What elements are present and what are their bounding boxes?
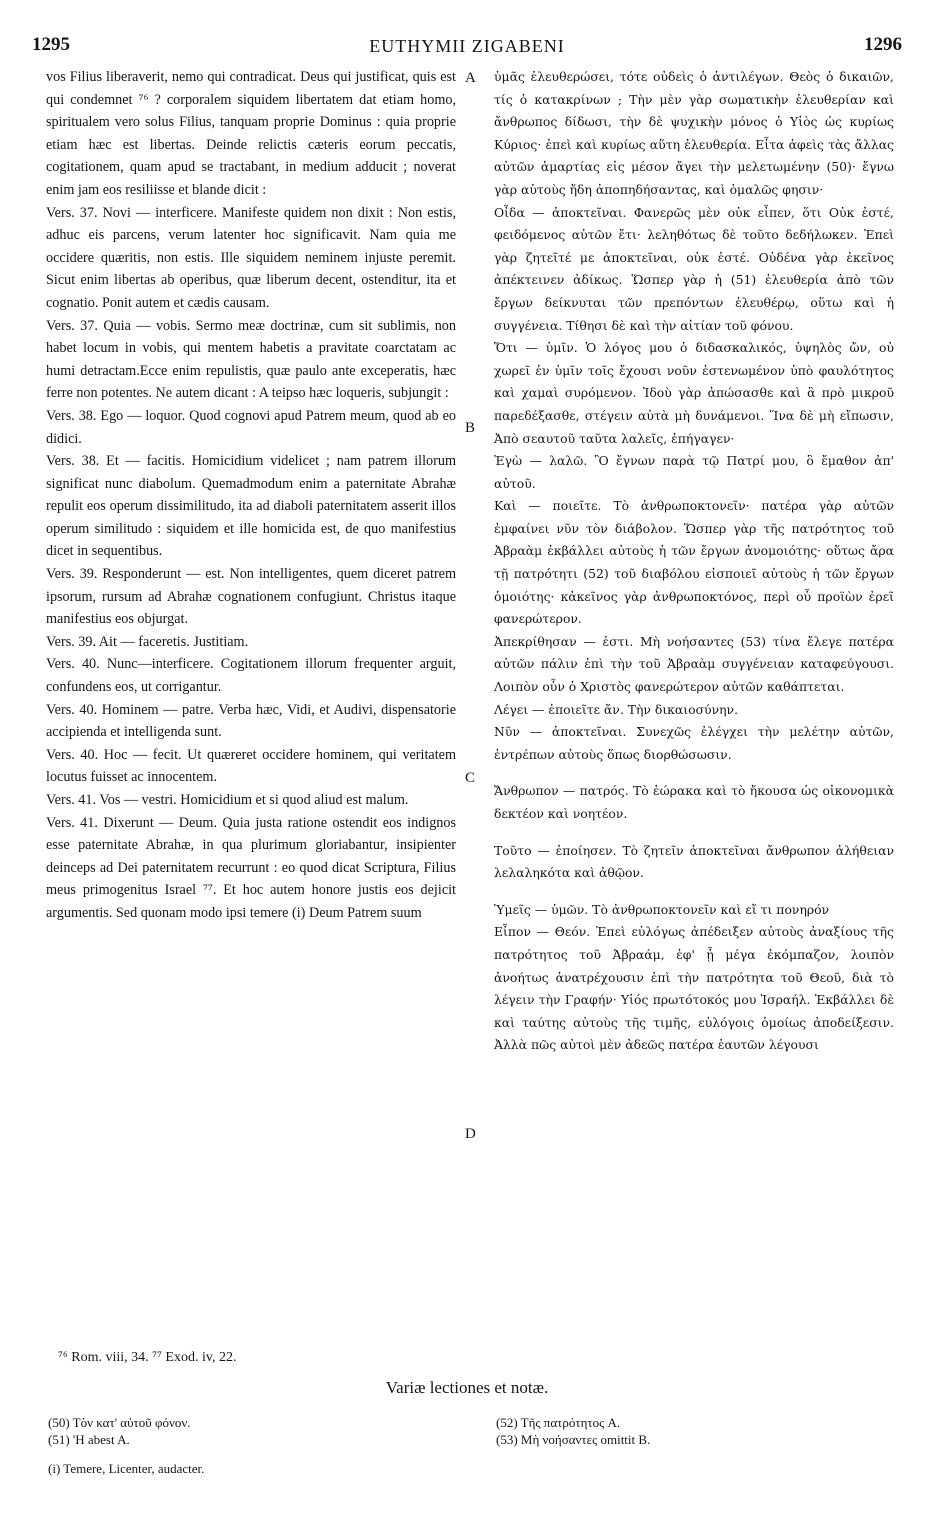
running-title: EUTHYMII ZIGABENI <box>369 36 565 56</box>
latin-paragraph: Vers. 39. Ait — faceretis. Justitiam. <box>46 633 249 650</box>
latin-paragraph: Vers. 37. Quia — vobis. Sermo meæ doctrinæ, cum sit sublimis, non habet locum in vobis, qui mentem habetis a pravitate coarctatam ac humi detractam.Ecce enim repulistis, quæ paulo ante exceperatis, hæc ferre non potentes. Ne autem dicant : A teipso hæc loqueris, subjungit : <box>46 317 456 402</box>
page-header <box>32 34 902 62</box>
section-mark-c: C <box>465 770 476 786</box>
greek-paragraph: Ἀπεκρίθησαν — ἐστι. Μὴ νοήσαντες (53) τίνα ἔλεγε πατέρα αὐτῶν πάλιν ἐπὶ τὴν τοῦ Ἀβραὰμ συγγένειαν καταφεύγουσι. Λοιπὸν οὖν ὁ Χριστὸς φανερώτερον αὐτῶν καθάπτεται. <box>494 633 894 695</box>
greek-paragraph: Εἶπον — Θεόν. Ἐπεὶ εὐλόγως ἀπέδειξεν αὐτοὺς ἀναξίους τῆς πατρότητος τοῦ Ἀβραάμ, ἐφ' ᾗ μέγα ἐκόμπαζον, λοιπὸν ἀνοήτως ἀνατρέχουσιν ἐπὶ τὴν πατρότητα τοῦ Θεοῦ, διὰ τὸ λέγειν τὴν Γραφήν· Υἱός πρωτότοκός μου Ἰσραήλ. Ἐκβάλλει δὲ καὶ ταύτης αὐτοὺς τῆς τιμῆς, εὐλόγοις ὁμοίως ἀποδείξεσιν. Ἀλλὰ πῶς αὐτοὶ μὲν ἀδεῶς πατέρα ἑαυτῶν λέγουσι <box>494 924 894 1053</box>
section-mark-d: D <box>465 1126 476 1142</box>
greek-paragraph: Ἐγὼ — λαλῶ. Ὃ ἔγνων παρὰ τῷ Πατρί μου, ὃ ἔμαθον ἀπ' αὐτοῦ. <box>494 453 894 491</box>
section-mark-b: B <box>465 420 476 436</box>
latin-paragraph: Vers. 41. Dixerunt — Deum. Quia justa ratione ostendit eos indignos esse paternitate Abrahæ, in qua plurimum gloriabantur, insipienter deinceps ad Dei paternitatem recurrunt : eo quod dicat Scriptura, Filius meus primogenitus Israel ⁷⁷. Et hoc autem honore justis eos dejicit argumentis. Sed quonam modo ipsi temere (i) Deum Patrem suum <box>46 814 456 921</box>
latin-column <box>46 66 456 925</box>
variant-note: (50) Τὸν κατ' αὐτοῦ φόνον. <box>48 1415 191 1430</box>
latin-paragraph: Vers. 37. Novi — interficere. Manifeste quidem non dixit : Non estis, adhuc eis parcens, verum latenter hoc significavit. Nam quia me occidere quæritis, non estis. Ille siquidem neminem injuste peremit. Sicut enim libertas ab operibus, quæ liberum decent, ostenditur, ita et cognatio. Ponit autem et cædis causam. <box>46 204 456 311</box>
latin-paragraph: Vers. 40. Hominem — patre. Verba hæc, Vidi, et Audivi, dispensatorie accipienda et intelligenda sunt. <box>46 701 456 741</box>
variant-notes-right <box>496 1414 896 1448</box>
latin-paragraph: Vers. 38. Et — facitis. Homicidium videlicet ; nam patrem illorum significat nunc diabolum. Quemadmodum enim a paternitate Abrahæ repulit eos operum dissimilitudo, ita ad diaboli paternitatem asserit illos operum similitudo : siquidem et ille homicida est, de quo manifestius dicet in sequentibus. <box>46 453 456 560</box>
greek-paragraph: Ἄνθρωπον — πατρός. Τὸ ἑώρακα καὶ τὸ ἤκουσα ὡς οἰκονομικὰ δεκτέον καὶ νοητέον. <box>494 783 894 821</box>
latin-paragraph: Vers. 39. Responderunt — est. Non intelligentes, quem diceret patrem ipsorum, rursum ad Abrahæ cognationem confugiunt. Christus itaque manifestius eos objurgat. <box>46 566 456 628</box>
variae-lectiones-heading: Variæ lectiones et notæ. <box>385 1378 549 1397</box>
variant-note: (51) 'H abest A. <box>48 1432 130 1447</box>
greek-paragraph: Ὑμεῖς — ὑμῶν. Τὸ ἀνθρωποκτονεῖν καὶ εἴ τι πονηρόν <box>494 901 830 917</box>
variant-note: (53) Μὴ νοήσαντες omittit B. <box>496 1432 651 1447</box>
greek-paragraph: Λέγει — ἐποιεῖτε ἄν. Τὴν δικαιοσύνην. <box>494 701 739 717</box>
greek-paragraph: Οἶδα — ἀποκτεῖναι. Φανερῶς μὲν οὐκ εἶπεν, ὅτι Οὐκ ἐστέ, φειδόμενος αὐτῶν ἔτι· λεληθότως δὲ τοῦτο δεδήλωκεν. Ἐπεὶ γὰρ ζητεῖτέ με ἀποκτεῖναι, οὐκ ἐστέ. Οὐδένα γὰρ ἐκεῖνος ἀπέκτεινεν ἀδίκως. Ὥσπερ γὰρ ἡ (51) ἐλευθερία ἀπὸ τῶν ἔργων δείκνυται τῶν πρεπόντων ἐλευθέρῳ, οὕτω καὶ ἡ συγγένεια. Τίθησι δὲ καὶ τὴν αἰτίαν τοῦ φόνου. <box>494 204 894 333</box>
greek-paragraph: Νῦν — ἀποκτεῖναι. Συνεχῶς ἐλέγχει τὴν μελέτην αὐτῶν, ἐντρέπων αὐτοὺς ὅπως διορθώσωσιν. <box>494 724 894 762</box>
latin-paragraph: Vers. 41. Vos — vestri. Homicidium et si quod aliud est malum. <box>46 792 409 808</box>
variant-note-i: (i) Temere, Licenter, audacter. <box>48 1461 205 1476</box>
page-number-right: 1296 <box>864 34 902 55</box>
section-mark-a: A <box>465 70 476 86</box>
greek-paragraph: Καὶ — ποιεῖτε. Τὸ ἀνθρωποκτονεῖν· πατέρα γὰρ αὐτῶν ἐμφαίνει νῦν τὸν διάβολον. Ὥσπερ γὰρ τῆς πατρότητος τοῦ Ἀβραὰμ ἐκβάλλει αὐτοὺς ἡ τῶν ἔργων ἀνομοιότης· οὕτως ἄρα τῇ πατρότητι (52) τοῦ διαβόλου εἰσποιεῖ αὐτοὺς ἡ τῶν ἔργων ὁμοιότης· κἀκεῖνος γὰρ ἀνθρωποκτόνος, περὶ οὗ προϊὼν ἐρεῖ φανερώτερον. <box>494 498 894 627</box>
latin-paragraph: Vers. 38. Ego — loquor. Quod cognovi apud Patrem meum, quod ab eo didici. <box>46 407 456 447</box>
latin-paragraph: vos Filius liberaverit, nemo qui contradicat. Deus qui justificat, quis est qui condemnet ⁷⁶ ? corporalem siquidem libertatem dat etiam homo, spiritualem vero solus Filius, tanquam proprie Dominus : quia proprie etiam hæc est libertas. Deinde relictis cæteris eorum peccatis, cogitationem, quam apud se tractabant, in medium adducit ; noverat enim jam eos resiliisse et blande dicit : <box>46 69 456 198</box>
greek-paragraph: ὑμᾶς ἐλευθερώσει, τότε οὐδεὶς ὁ ἀντιλέγων. Θεὸς ὁ δικαιῶν, τίς ὁ κατακρίνων ; Τὴν μὲν γὰρ σωματικὴν ἐλευθερίαν καὶ ἄνθρωπος δίδωσι, τὴν δὲ ψυχικὴν μόνος ὁ Υἱὸς ὡς κυρίως Κύριος· ἐπεὶ καὶ κυρίως αὕτη ἐλευθερία. Εἶτα ἀφεὶς τὰς ἄλλας αὐτῶν ἁμαρτίας εἰς μέσον ἄγει τὴν μελετωμένην (50)· ἔγνω γὰρ αὐτοὺς ἤδη ἀποπηδήσαντας, καὶ ὁμαλῶς φησιν· <box>494 69 894 197</box>
greek-column <box>494 66 894 1057</box>
greek-paragraph: Ὅτι — ὑμῖν. Ὁ λόγος μου ὁ διδασκαλικός, ὑψηλὸς ὤν, οὐ χωρεῖ ἐν ὑμῖν τοῖς ἔχουσι νοῦν ἐστενωμένον ὑπὸ φαυλότητος καὶ χαμαὶ συρόμενον. Ἰδοὺ γὰρ ἀπώσασθε καὶ ἃ πρὸ μικροῦ παρεδέξασθε, στέγειν αὐτὰ μὴ δυνάμενοι. Ἵνα δὲ μὴ εἴπωσιν, Ἀπὸ σεαυτοῦ ταῦτα λαλεῖς, ἐπήγαγεν· <box>494 340 894 446</box>
page-number-left: 1295 <box>32 34 70 55</box>
latin-paragraph: Vers. 40. Nunc—interficere. Cogitationem illorum frequenter arguit, confundens eos, ut corrigantur. <box>46 656 456 696</box>
greek-paragraph: Τοῦτο — ἐποίησεν. Τὸ ζητεῖν ἀποκτεῖναι ἄνθρωπον ἀλήθειαν λελαληκότα καὶ ἀθῷον. <box>494 842 894 881</box>
latin-paragraph: Vers. 40. Hoc — fecit. Ut quæreret occidere hominem, qui veritatem locutus fuisset ac innocentem. <box>46 746 456 786</box>
variant-notes-left <box>48 1414 448 1448</box>
scripture-footnotes: ⁷⁶ Rom. viii, 34. ⁷⁷ Exod. iv, 22. <box>58 1350 237 1365</box>
variant-note: (52) Τῆς πατρότητος A. <box>496 1415 621 1430</box>
